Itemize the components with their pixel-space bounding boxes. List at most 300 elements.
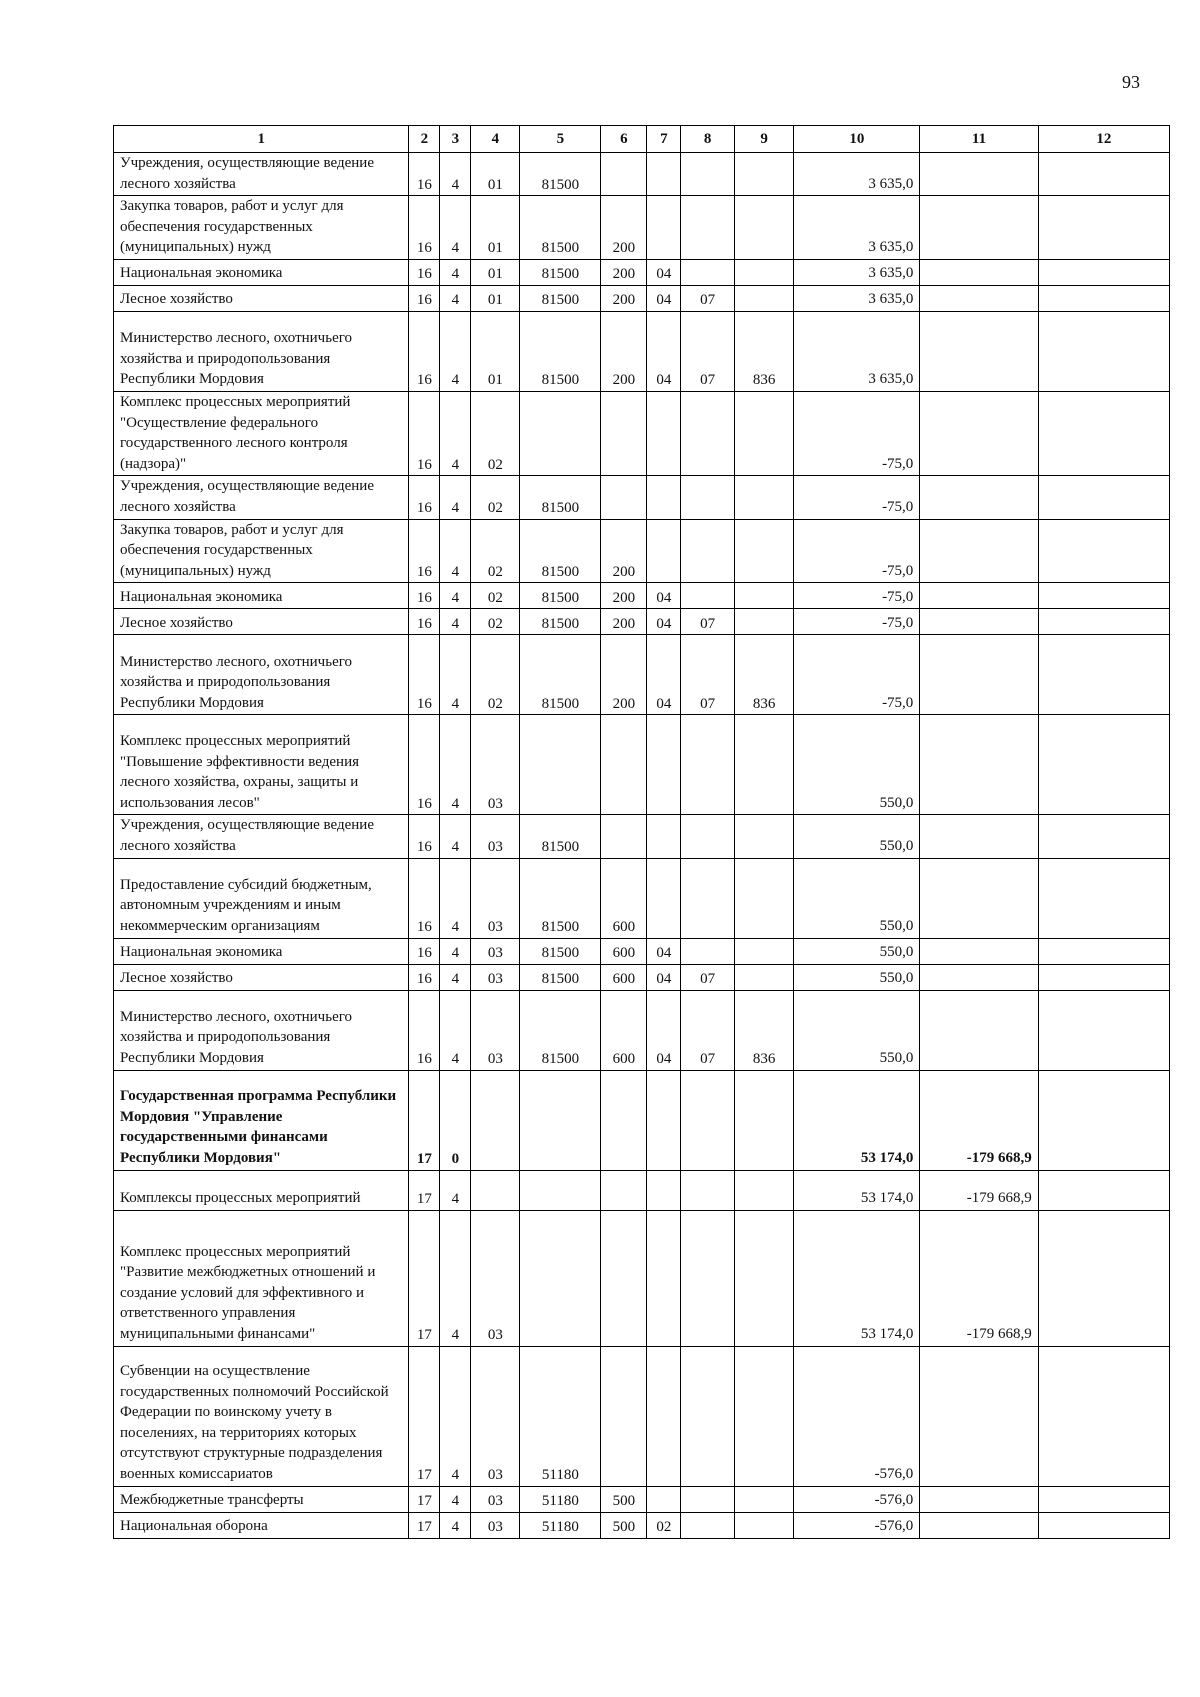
amount-cell-col-11 bbox=[920, 609, 1038, 635]
code-cell-col-4: 03 bbox=[471, 964, 520, 990]
code-cell-col-3: 4 bbox=[440, 990, 471, 1070]
row-name-cell: Лесное хозяйство bbox=[114, 964, 409, 990]
code-cell-col-9 bbox=[734, 1070, 794, 1170]
table-row bbox=[114, 815, 1170, 858]
code-cell-col-2: 17 bbox=[409, 1070, 440, 1170]
code-cell-col-3: 0 bbox=[440, 1070, 471, 1170]
amount-cell-col-11 bbox=[920, 1486, 1038, 1512]
code-cell-col-8 bbox=[681, 259, 734, 285]
code-cell-col-6: 200 bbox=[601, 635, 647, 715]
code-cell-col-4: 01 bbox=[471, 196, 520, 260]
row-name-cell: Учреждения, осуществляющие ведение лесного хозяйства bbox=[114, 476, 409, 519]
code-cell-col-6 bbox=[601, 153, 647, 196]
code-cell-col-4: 02 bbox=[471, 391, 520, 475]
table-row bbox=[114, 259, 1170, 285]
table-row bbox=[114, 715, 1170, 815]
amount-cell-col-10: 550,0 bbox=[794, 990, 920, 1070]
code-cell-col-7 bbox=[647, 1170, 681, 1210]
code-cell-col-9 bbox=[734, 519, 794, 583]
code-cell-col-3: 4 bbox=[440, 1210, 471, 1346]
amount-cell-col-11 bbox=[920, 815, 1038, 858]
table-row bbox=[114, 1486, 1170, 1512]
code-cell-col-3: 4 bbox=[440, 1486, 471, 1512]
amount-cell-col-11 bbox=[920, 858, 1038, 938]
code-cell-col-5: 81500 bbox=[520, 311, 601, 391]
code-cell-col-7: 04 bbox=[647, 635, 681, 715]
code-cell-col-2: 16 bbox=[409, 311, 440, 391]
code-cell-col-5: 51180 bbox=[520, 1512, 601, 1538]
row-name-cell: Лесное хозяйство bbox=[114, 285, 409, 311]
row-name-cell: Национальная экономика bbox=[114, 938, 409, 964]
code-cell-col-7 bbox=[647, 1346, 681, 1486]
amount-cell-col-12 bbox=[1038, 1512, 1169, 1538]
row-name-cell: Национальная оборона bbox=[114, 1512, 409, 1538]
row-name-cell: Лесное хозяйство bbox=[114, 609, 409, 635]
amount-cell-col-12 bbox=[1038, 635, 1169, 715]
code-cell-col-7: 04 bbox=[647, 938, 681, 964]
table-row bbox=[114, 311, 1170, 391]
code-cell-col-4: 03 bbox=[471, 858, 520, 938]
code-cell-col-4 bbox=[471, 1170, 520, 1210]
amount-cell-col-12 bbox=[1038, 815, 1169, 858]
amount-cell-col-10: -576,0 bbox=[794, 1512, 920, 1538]
code-cell-col-8 bbox=[681, 476, 734, 519]
code-cell-col-2: 16 bbox=[409, 858, 440, 938]
amount-cell-col-11 bbox=[920, 1512, 1038, 1538]
code-cell-col-3: 4 bbox=[440, 938, 471, 964]
amount-cell-col-10: -75,0 bbox=[794, 583, 920, 609]
code-cell-col-3: 4 bbox=[440, 815, 471, 858]
amount-cell-col-11 bbox=[920, 715, 1038, 815]
amount-cell-col-12 bbox=[1038, 259, 1169, 285]
code-cell-col-2: 16 bbox=[409, 815, 440, 858]
code-cell-col-4: 03 bbox=[471, 1346, 520, 1486]
amount-cell-col-12 bbox=[1038, 153, 1169, 196]
code-cell-col-5 bbox=[520, 391, 601, 475]
code-cell-col-8 bbox=[681, 1170, 734, 1210]
amount-cell-col-12 bbox=[1038, 583, 1169, 609]
code-cell-col-8 bbox=[681, 1346, 734, 1486]
amount-cell-col-12 bbox=[1038, 609, 1169, 635]
code-cell-col-2: 16 bbox=[409, 609, 440, 635]
code-cell-col-8 bbox=[681, 391, 734, 475]
table-row bbox=[114, 609, 1170, 635]
code-cell-col-9 bbox=[734, 715, 794, 815]
code-cell-col-3: 4 bbox=[440, 196, 471, 260]
code-cell-col-3: 4 bbox=[440, 311, 471, 391]
code-cell-col-6: 200 bbox=[601, 285, 647, 311]
table-row bbox=[114, 583, 1170, 609]
code-cell-col-6 bbox=[601, 715, 647, 815]
amount-cell-col-10: -75,0 bbox=[794, 476, 920, 519]
code-cell-col-3: 4 bbox=[440, 391, 471, 475]
amount-cell-col-10: 53 174,0 bbox=[794, 1170, 920, 1210]
code-cell-col-2: 16 bbox=[409, 715, 440, 815]
code-cell-col-9: 836 bbox=[734, 311, 794, 391]
amount-cell-col-11: -179 668,9 bbox=[920, 1070, 1038, 1170]
code-cell-col-6 bbox=[601, 476, 647, 519]
code-cell-col-2: 16 bbox=[409, 583, 440, 609]
code-cell-col-3: 4 bbox=[440, 715, 471, 815]
row-name-cell: Национальная экономика bbox=[114, 259, 409, 285]
row-name-cell: Субвенции на осуществление государственных полномочий Российской Федерации по воинскому учету в поселениях, на территориях которых отсутствуют структурные подразделения военных комиссариатов bbox=[114, 1346, 409, 1486]
code-cell-col-7: 04 bbox=[647, 990, 681, 1070]
code-cell-col-9 bbox=[734, 964, 794, 990]
code-cell-col-5 bbox=[520, 1070, 601, 1170]
table-row bbox=[114, 1512, 1170, 1538]
code-cell-col-6: 600 bbox=[601, 990, 647, 1070]
code-cell-col-8: 07 bbox=[681, 311, 734, 391]
code-cell-col-8: 07 bbox=[681, 635, 734, 715]
row-name-cell: Предоставление субсидий бюджетным, автономным учреждениям и иным некоммерческим организациям bbox=[114, 858, 409, 938]
row-name-cell: Министерство лесного, охотничьего хозяйства и природопользования Республики Мордовия bbox=[114, 635, 409, 715]
table-row bbox=[114, 635, 1170, 715]
amount-cell-col-11 bbox=[920, 964, 1038, 990]
code-cell-col-6 bbox=[601, 815, 647, 858]
amount-cell-col-11 bbox=[920, 476, 1038, 519]
page-number: 93 bbox=[1122, 72, 1140, 92]
code-cell-col-4: 02 bbox=[471, 635, 520, 715]
code-cell-col-5: 81500 bbox=[520, 815, 601, 858]
code-cell-col-6: 200 bbox=[601, 259, 647, 285]
row-name-cell: Государственная программа Республики Мордовия "Управление государственными финансами Республики Мордовия" bbox=[114, 1070, 409, 1170]
code-cell-col-4: 02 bbox=[471, 476, 520, 519]
code-cell-col-4: 01 bbox=[471, 285, 520, 311]
amount-cell-col-11 bbox=[920, 259, 1038, 285]
code-cell-col-7: 04 bbox=[647, 259, 681, 285]
amount-cell-col-11 bbox=[920, 1346, 1038, 1486]
amount-cell-col-12 bbox=[1038, 285, 1169, 311]
code-cell-col-5: 81500 bbox=[520, 196, 601, 260]
code-cell-col-4: 03 bbox=[471, 815, 520, 858]
code-cell-col-9 bbox=[734, 1170, 794, 1210]
column-header-8: 8 bbox=[681, 126, 734, 153]
amount-cell-col-10: -75,0 bbox=[794, 391, 920, 475]
code-cell-col-4: 01 bbox=[471, 259, 520, 285]
code-cell-col-2: 16 bbox=[409, 519, 440, 583]
column-header-10: 10 bbox=[794, 126, 920, 153]
code-cell-col-8 bbox=[681, 938, 734, 964]
code-cell-col-2: 16 bbox=[409, 635, 440, 715]
code-cell-col-8 bbox=[681, 583, 734, 609]
code-cell-col-2: 16 bbox=[409, 964, 440, 990]
amount-cell-col-11 bbox=[920, 196, 1038, 260]
code-cell-col-6 bbox=[601, 391, 647, 475]
code-cell-col-3: 4 bbox=[440, 1170, 471, 1210]
code-cell-col-9: 836 bbox=[734, 990, 794, 1070]
amount-cell-col-11: -179 668,9 bbox=[920, 1170, 1038, 1210]
amount-cell-col-10: 3 635,0 bbox=[794, 285, 920, 311]
code-cell-col-9 bbox=[734, 153, 794, 196]
code-cell-col-3: 4 bbox=[440, 1512, 471, 1538]
row-name-cell: Комплекс процессных мероприятий "Осуществление федерального государственного лесного контроля (надзора)" bbox=[114, 391, 409, 475]
code-cell-col-5: 51180 bbox=[520, 1486, 601, 1512]
code-cell-col-2: 17 bbox=[409, 1210, 440, 1346]
amount-cell-col-12 bbox=[1038, 1210, 1169, 1346]
column-header-11: 11 bbox=[920, 126, 1038, 153]
code-cell-col-4: 03 bbox=[471, 1486, 520, 1512]
amount-cell-col-12 bbox=[1038, 519, 1169, 583]
code-cell-col-9 bbox=[734, 815, 794, 858]
amount-cell-col-10: 550,0 bbox=[794, 938, 920, 964]
amount-cell-col-10: -576,0 bbox=[794, 1486, 920, 1512]
code-cell-col-8: 07 bbox=[681, 990, 734, 1070]
amount-cell-col-11: -179 668,9 bbox=[920, 1210, 1038, 1346]
amount-cell-col-11 bbox=[920, 519, 1038, 583]
code-cell-col-3: 4 bbox=[440, 635, 471, 715]
code-cell-col-2: 16 bbox=[409, 259, 440, 285]
code-cell-col-8: 07 bbox=[681, 964, 734, 990]
row-name-cell: Комплекс процессных мероприятий "Развитие межбюджетных отношений и создание условий для эффективного и ответственного управления муниципальными финансами" bbox=[114, 1210, 409, 1346]
amount-cell-col-12 bbox=[1038, 1346, 1169, 1486]
code-cell-col-6: 200 bbox=[601, 311, 647, 391]
amount-cell-col-11 bbox=[920, 583, 1038, 609]
row-name-cell: Учреждения, осуществляющие ведение лесного хозяйства bbox=[114, 815, 409, 858]
code-cell-col-8 bbox=[681, 196, 734, 260]
row-name-cell: Министерство лесного, охотничьего хозяйства и природопользования Республики Мордовия bbox=[114, 990, 409, 1070]
amount-cell-col-11 bbox=[920, 635, 1038, 715]
table-row bbox=[114, 990, 1170, 1070]
code-cell-col-7: 04 bbox=[647, 285, 681, 311]
code-cell-col-4: 03 bbox=[471, 715, 520, 815]
table-row bbox=[114, 153, 1170, 196]
code-cell-col-5: 81500 bbox=[520, 259, 601, 285]
code-cell-col-9 bbox=[734, 196, 794, 260]
code-cell-col-7: 04 bbox=[647, 311, 681, 391]
code-cell-col-7: 04 bbox=[647, 609, 681, 635]
code-cell-col-3: 4 bbox=[440, 476, 471, 519]
code-cell-col-2: 16 bbox=[409, 990, 440, 1070]
code-cell-col-3: 4 bbox=[440, 153, 471, 196]
amount-cell-col-10: 3 635,0 bbox=[794, 196, 920, 260]
code-cell-col-5: 81500 bbox=[520, 609, 601, 635]
row-name-cell: Министерство лесного, охотничьего хозяйства и природопользования Республики Мордовия bbox=[114, 311, 409, 391]
amount-cell-col-12 bbox=[1038, 938, 1169, 964]
amount-cell-col-11 bbox=[920, 938, 1038, 964]
code-cell-col-4: 01 bbox=[471, 153, 520, 196]
code-cell-col-2: 16 bbox=[409, 476, 440, 519]
code-cell-col-8 bbox=[681, 858, 734, 938]
code-cell-col-3: 4 bbox=[440, 1346, 471, 1486]
table-row bbox=[114, 519, 1170, 583]
amount-cell-col-11 bbox=[920, 285, 1038, 311]
row-name-cell: Комплексы процессных мероприятий bbox=[114, 1170, 409, 1210]
column-header-9: 9 bbox=[734, 126, 794, 153]
amount-cell-col-12 bbox=[1038, 1070, 1169, 1170]
code-cell-col-2: 16 bbox=[409, 938, 440, 964]
code-cell-col-8 bbox=[681, 1512, 734, 1538]
code-cell-col-6: 200 bbox=[601, 519, 647, 583]
code-cell-col-8 bbox=[681, 1070, 734, 1170]
code-cell-col-5: 81500 bbox=[520, 476, 601, 519]
code-cell-col-4: 03 bbox=[471, 990, 520, 1070]
code-cell-col-8 bbox=[681, 519, 734, 583]
column-header-4: 4 bbox=[471, 126, 520, 153]
budget-table bbox=[113, 125, 1170, 1539]
code-cell-col-6 bbox=[601, 1070, 647, 1170]
amount-cell-col-10: 550,0 bbox=[794, 858, 920, 938]
amount-cell-col-10: 550,0 bbox=[794, 964, 920, 990]
column-header-2: 2 bbox=[409, 126, 440, 153]
table-row bbox=[114, 964, 1170, 990]
code-cell-col-5 bbox=[520, 715, 601, 815]
code-cell-col-8 bbox=[681, 153, 734, 196]
code-cell-col-5: 81500 bbox=[520, 938, 601, 964]
amount-cell-col-12 bbox=[1038, 964, 1169, 990]
code-cell-col-3: 4 bbox=[440, 259, 471, 285]
row-name-cell: Учреждения, осуществляющие ведение лесного хозяйства bbox=[114, 153, 409, 196]
code-cell-col-6: 600 bbox=[601, 938, 647, 964]
amount-cell-col-10: -75,0 bbox=[794, 519, 920, 583]
table-row bbox=[114, 476, 1170, 519]
code-cell-col-6: 200 bbox=[601, 583, 647, 609]
amount-cell-col-10: 3 635,0 bbox=[794, 311, 920, 391]
code-cell-col-8 bbox=[681, 1486, 734, 1512]
code-cell-col-7 bbox=[647, 1070, 681, 1170]
amount-cell-col-10: -576,0 bbox=[794, 1346, 920, 1486]
row-name-cell: Закупка товаров, работ и услуг для обеспечения государственных (муниципальных) нужд bbox=[114, 196, 409, 260]
code-cell-col-6: 500 bbox=[601, 1512, 647, 1538]
amount-cell-col-12 bbox=[1038, 476, 1169, 519]
code-cell-col-7 bbox=[647, 476, 681, 519]
amount-cell-col-10: -75,0 bbox=[794, 635, 920, 715]
table-row bbox=[114, 391, 1170, 475]
code-cell-col-6: 500 bbox=[601, 1486, 647, 1512]
code-cell-col-7 bbox=[647, 715, 681, 815]
table-row bbox=[114, 285, 1170, 311]
code-cell-col-3: 4 bbox=[440, 964, 471, 990]
code-cell-col-8: 07 bbox=[681, 609, 734, 635]
code-cell-col-4 bbox=[471, 1070, 520, 1170]
code-cell-col-5: 81500 bbox=[520, 285, 601, 311]
amount-cell-col-11 bbox=[920, 391, 1038, 475]
code-cell-col-5 bbox=[520, 1170, 601, 1210]
code-cell-col-5: 81500 bbox=[520, 635, 601, 715]
amount-cell-col-10: -75,0 bbox=[794, 609, 920, 635]
code-cell-col-5: 81500 bbox=[520, 519, 601, 583]
code-cell-col-6 bbox=[601, 1346, 647, 1486]
column-header-6: 6 bbox=[601, 126, 647, 153]
code-cell-col-9 bbox=[734, 1512, 794, 1538]
column-header-1: 1 bbox=[114, 126, 409, 153]
table-row bbox=[114, 1346, 1170, 1486]
amount-cell-col-10: 3 635,0 bbox=[794, 259, 920, 285]
code-cell-col-7 bbox=[647, 858, 681, 938]
column-header-12: 12 bbox=[1038, 126, 1169, 153]
code-cell-col-6: 600 bbox=[601, 858, 647, 938]
code-cell-col-5: 51180 bbox=[520, 1346, 601, 1486]
column-header-5: 5 bbox=[520, 126, 601, 153]
code-cell-col-2: 16 bbox=[409, 285, 440, 311]
code-cell-col-5: 81500 bbox=[520, 583, 601, 609]
table-row bbox=[114, 1170, 1170, 1210]
code-cell-col-2: 16 bbox=[409, 196, 440, 260]
code-cell-col-9 bbox=[734, 391, 794, 475]
code-cell-col-4: 03 bbox=[471, 938, 520, 964]
code-cell-col-6 bbox=[601, 1170, 647, 1210]
code-cell-col-9 bbox=[734, 609, 794, 635]
table-row bbox=[114, 1070, 1170, 1170]
code-cell-col-7 bbox=[647, 196, 681, 260]
code-cell-col-3: 4 bbox=[440, 858, 471, 938]
code-cell-col-9 bbox=[734, 476, 794, 519]
code-cell-col-7 bbox=[647, 519, 681, 583]
table-row bbox=[114, 858, 1170, 938]
table-body bbox=[114, 153, 1170, 1539]
code-cell-col-5 bbox=[520, 1210, 601, 1346]
code-cell-col-7 bbox=[647, 1486, 681, 1512]
code-cell-col-6: 200 bbox=[601, 609, 647, 635]
code-cell-col-9 bbox=[734, 1486, 794, 1512]
amount-cell-col-11 bbox=[920, 990, 1038, 1070]
code-cell-col-9 bbox=[734, 938, 794, 964]
code-cell-col-9 bbox=[734, 1346, 794, 1486]
code-cell-col-9 bbox=[734, 858, 794, 938]
amount-cell-col-12 bbox=[1038, 858, 1169, 938]
code-cell-col-4: 02 bbox=[471, 519, 520, 583]
code-cell-col-5: 81500 bbox=[520, 153, 601, 196]
amount-cell-col-11 bbox=[920, 311, 1038, 391]
code-cell-col-2: 16 bbox=[409, 391, 440, 475]
code-cell-col-2: 17 bbox=[409, 1486, 440, 1512]
amount-cell-col-11 bbox=[920, 153, 1038, 196]
amount-cell-col-10: 53 174,0 bbox=[794, 1210, 920, 1346]
code-cell-col-7: 02 bbox=[647, 1512, 681, 1538]
amount-cell-col-12 bbox=[1038, 715, 1169, 815]
code-cell-col-9 bbox=[734, 583, 794, 609]
code-cell-col-9: 836 bbox=[734, 635, 794, 715]
code-cell-col-3: 4 bbox=[440, 583, 471, 609]
code-cell-col-4: 03 bbox=[471, 1210, 520, 1346]
code-cell-col-2: 17 bbox=[409, 1170, 440, 1210]
table-row bbox=[114, 1210, 1170, 1346]
code-cell-col-9 bbox=[734, 259, 794, 285]
table-row bbox=[114, 196, 1170, 260]
code-cell-col-7: 04 bbox=[647, 964, 681, 990]
amount-cell-col-10: 550,0 bbox=[794, 715, 920, 815]
code-cell-col-4: 03 bbox=[471, 1512, 520, 1538]
code-cell-col-9 bbox=[734, 285, 794, 311]
amount-cell-col-10: 550,0 bbox=[794, 815, 920, 858]
row-name-cell: Комплекс процессных мероприятий "Повышение эффективности ведения лесного хозяйства, охраны, защиты и использования лесов" bbox=[114, 715, 409, 815]
code-cell-col-5: 81500 bbox=[520, 858, 601, 938]
amount-cell-col-12 bbox=[1038, 391, 1169, 475]
row-name-cell: Межбюджетные трансферты bbox=[114, 1486, 409, 1512]
amount-cell-col-12 bbox=[1038, 1486, 1169, 1512]
code-cell-col-9 bbox=[734, 1210, 794, 1346]
code-cell-col-2: 16 bbox=[409, 153, 440, 196]
code-cell-col-4: 02 bbox=[471, 583, 520, 609]
column-header-7: 7 bbox=[647, 126, 681, 153]
code-cell-col-7 bbox=[647, 391, 681, 475]
code-cell-col-6 bbox=[601, 1210, 647, 1346]
code-cell-col-8 bbox=[681, 1210, 734, 1346]
code-cell-col-5: 81500 bbox=[520, 990, 601, 1070]
amount-cell-col-12 bbox=[1038, 311, 1169, 391]
code-cell-col-4: 01 bbox=[471, 311, 520, 391]
code-cell-col-6: 200 bbox=[601, 196, 647, 260]
code-cell-col-7 bbox=[647, 815, 681, 858]
code-cell-col-8: 07 bbox=[681, 285, 734, 311]
table-row bbox=[114, 938, 1170, 964]
code-cell-col-4: 02 bbox=[471, 609, 520, 635]
code-cell-col-7: 04 bbox=[647, 583, 681, 609]
code-cell-col-7 bbox=[647, 153, 681, 196]
amount-cell-col-12 bbox=[1038, 196, 1169, 260]
row-name-cell: Закупка товаров, работ и услуг для обеспечения государственных (муниципальных) нужд bbox=[114, 519, 409, 583]
row-name-cell: Национальная экономика bbox=[114, 583, 409, 609]
code-cell-col-6: 600 bbox=[601, 964, 647, 990]
